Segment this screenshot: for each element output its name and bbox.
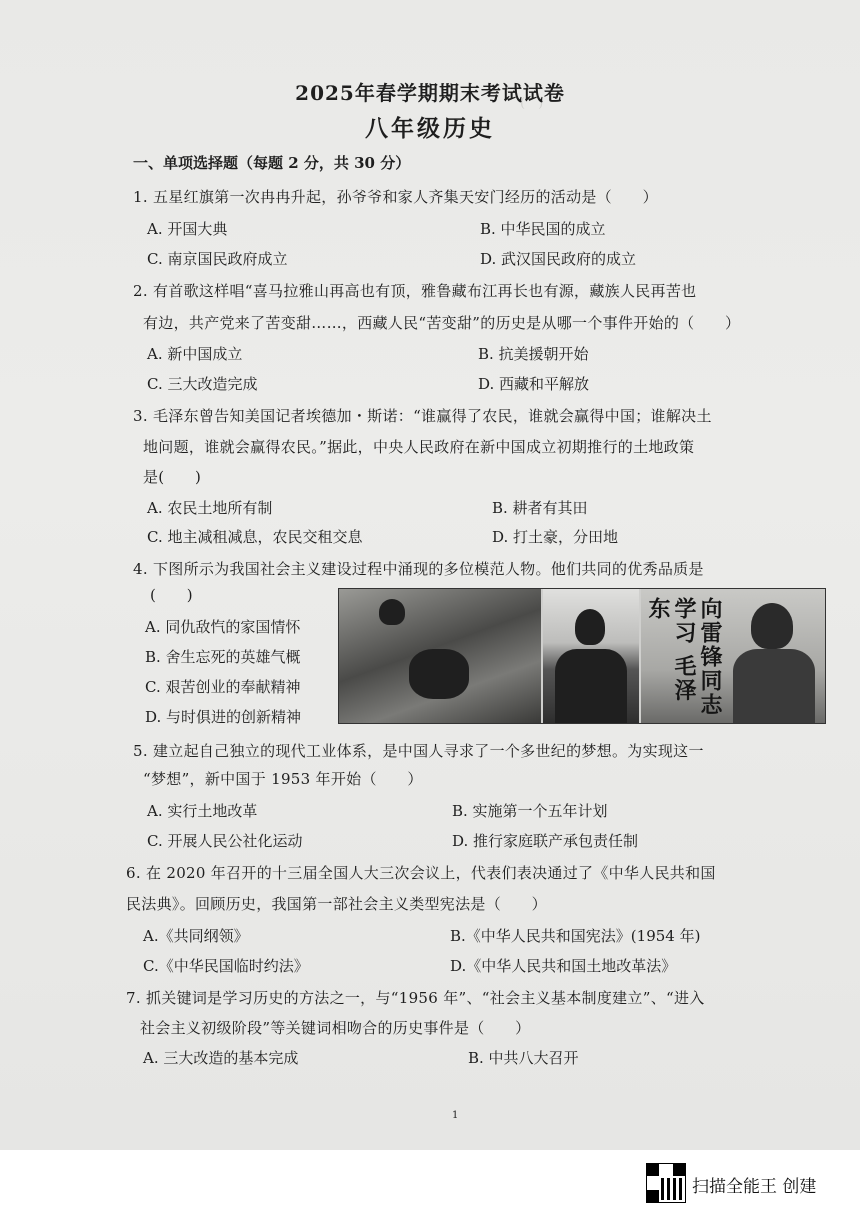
q6-option-c: C.《中华民国临时约法》 (143, 957, 309, 975)
question-4-line-2: ( ) (150, 586, 193, 604)
calligraphy-inscription: 向雷锋同志学习 毛泽东 (645, 597, 723, 717)
q2-option-b: B. 抗美援朝开始 (478, 345, 589, 363)
q4-option-c: C. 艰苦创业的奉献精神 (145, 678, 301, 696)
question-3-line-3: 是( ) (143, 468, 202, 486)
qr-code-icon[interactable] (646, 1163, 686, 1203)
q6-option-d: D.《中华人民共和国土地改革法》 (450, 957, 677, 975)
question-5-line-1: 5. 建立起自己独立的现代工业体系，是中国人寻求了一个多世纪的梦想。为实现这一 (133, 742, 704, 760)
question-2-line-2: 有边，共产党来了苦变甜……，西藏人民“苦变甜”的历史是从哪一个事件开始的（ ） (143, 314, 741, 332)
question-3-line-2: 地问题，谁就会赢得农民。”据此，中央人民政府在新中国成立初期推行的土地政策 (143, 438, 695, 456)
exam-subject: 八年级历史 (365, 115, 495, 142)
question-2-line-1: 2. 有首歌这样唱“喜马拉雅山再高也有顶，雅鲁藏布江再长也有源，藏族人民再苦也 (133, 282, 697, 300)
bleed-through-texture: ( ) (520, 96, 687, 111)
page-number: 1 (452, 1110, 459, 1121)
scanner-brand-label: 扫描全能王 创建 (692, 1177, 817, 1197)
q1-option-c: C. 南京国民政府成立 (147, 250, 288, 268)
photo-soldier-battlefield (339, 589, 541, 723)
q1-option-b: B. 中华民国的成立 (480, 220, 606, 238)
section-heading: 一、单项选择题（每题 2 分，共 30 分） (133, 154, 411, 172)
question-6-line-2: 民法典》。回顾历史，我国第一部社会主义类型宪法是（ ） (126, 895, 547, 913)
q5-option-b: B. 实施第一个五年计划 (452, 802, 608, 820)
question-3-line-1: 3. 毛泽东曾告知美国记者埃德加・斯诺：“谁赢得了农民，谁就会赢得中国；谁解决土 (133, 407, 712, 425)
question-6-line-1: 6. 在 2020 年召开的十三届全国人大三次会议上，代表们表决通过了《中华人民共和国 (126, 864, 716, 882)
exam-title: 2025年春学期期末考试试卷 (295, 81, 565, 105)
question-5-line-2: “梦想”，新中国于 1953 年开始（ ） (143, 770, 423, 788)
q2-option-d: D. 西藏和平解放 (478, 375, 590, 393)
q6-option-b: B.《中华人民共和国宪法》(1954 年) (450, 927, 701, 945)
q5-option-a: A. 实行土地改革 (147, 802, 258, 820)
question-1-text: 1. 五星红旗第一次冉冉升起，孙爷爷和家人齐集天安门经历的活动是（ ） (133, 188, 658, 206)
q6-option-a: A.《共同纲领》 (143, 927, 249, 945)
q1-option-a: A. 开国大典 (147, 220, 228, 238)
photo-worker-portrait (543, 589, 639, 723)
question-4-line-1: 4. 下图所示为我国社会主义建设过程中涌现的多位模范人物。他们共同的优秀品质是 (133, 560, 704, 578)
q4-option-d: D. 与时俱进的创新精神 (145, 708, 302, 726)
question-7-line-1: 7. 抓关键词是学习历史的方法之一，与“1956 年”、“社会主义基本制度建立”、“进入 (126, 989, 705, 1007)
question-7-line-2: 社会主义初级阶段”等关键词相吻合的历史事件是（ ） (140, 1019, 531, 1037)
q5-option-d: D. 推行家庭联产承包责任制 (452, 832, 639, 850)
q7-option-b: B. 中共八大召开 (468, 1049, 579, 1067)
q2-option-c: C. 三大改造完成 (147, 375, 258, 393)
q4-option-a: A. 同仇敌忾的家国情怀 (145, 618, 301, 636)
q1-option-d: D. 武汉国民政府的成立 (480, 250, 637, 268)
q3-option-b: B. 耕者有其田 (492, 499, 588, 517)
q4-option-b: B. 舍生忘死的英雄气概 (145, 648, 301, 666)
q7-option-a: A. 三大改造的基本完成 (143, 1049, 299, 1067)
q3-option-c: C. 地主减租减息，农民交租交息 (147, 528, 363, 546)
q2-option-a: A. 新中国成立 (147, 345, 243, 363)
scanner-footer (0, 1150, 860, 1217)
q3-option-a: A. 农民土地所有制 (147, 499, 273, 517)
q5-option-c: C. 开展人民公社化运动 (147, 832, 303, 850)
model-figures-photos (338, 588, 826, 724)
q3-option-d: D. 打土豪，分田地 (492, 528, 619, 546)
